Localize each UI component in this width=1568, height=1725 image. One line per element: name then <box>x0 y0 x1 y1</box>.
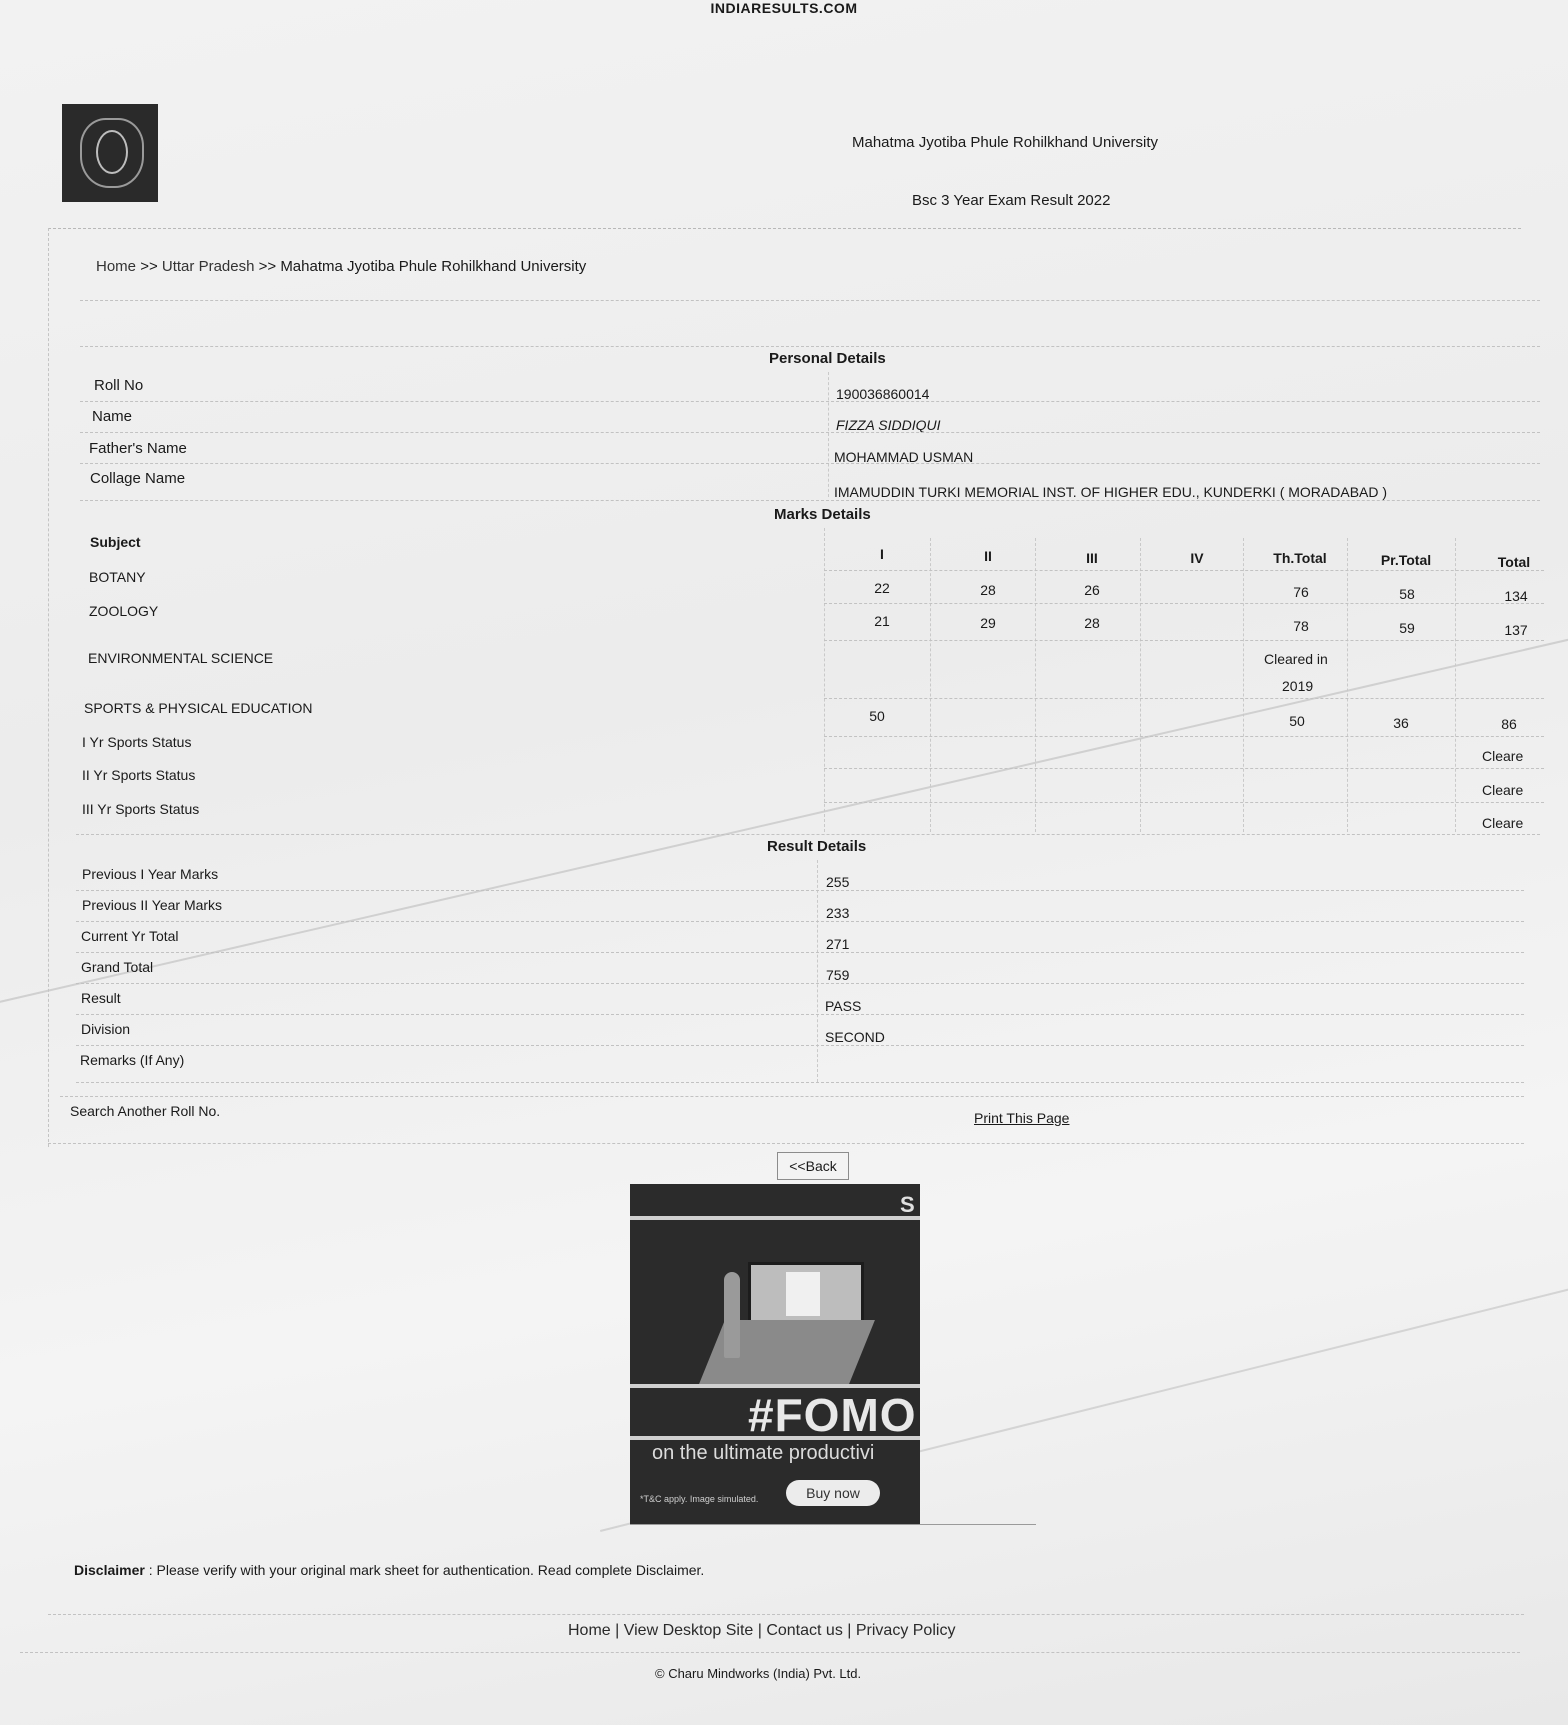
sports-pr-total: 36 <box>1393 715 1409 731</box>
division-value: SECOND <box>825 1029 885 1045</box>
env-cleared-text: Cleared in <box>1264 651 1328 667</box>
botany-total: 134 <box>1504 588 1528 604</box>
column-divider <box>1455 538 1456 832</box>
divider <box>76 1082 1524 1083</box>
divider <box>48 1143 1524 1144</box>
print-page-link[interactable]: Print This Page <box>974 1110 1070 1126</box>
remarks-label: Remarks (If Any) <box>80 1052 185 1068</box>
botany-iii: 26 <box>1084 582 1100 598</box>
exam-title: Bsc 3 Year Exam Result 2022 <box>912 192 1111 209</box>
divider <box>80 463 1540 464</box>
botany-i: 22 <box>874 580 890 596</box>
divider <box>80 401 1540 402</box>
column-divider <box>930 538 931 832</box>
divider <box>80 346 1540 347</box>
col-header-iv: IV <box>1190 550 1204 566</box>
breadcrumb-home-link[interactable]: Home <box>96 258 137 275</box>
env-cleared-year: 2019 <box>1282 678 1314 694</box>
divider <box>80 432 1540 433</box>
college-name-label: Collage Name <box>90 470 186 487</box>
column-divider <box>1347 538 1348 832</box>
sports-total: 86 <box>1501 716 1517 732</box>
sports-status-yr3: III Yr Sports Status <box>82 801 200 817</box>
university-logo-icon <box>62 104 158 202</box>
advertisement-banner[interactable] <box>630 1184 920 1524</box>
column-divider <box>824 528 825 832</box>
divider <box>60 1096 1524 1097</box>
divider <box>824 640 1544 641</box>
prev-yr2-marks-label: Previous II Year Marks <box>82 897 223 913</box>
grand-total-label: Grand Total <box>81 959 154 975</box>
disclaimer-label: Disclaimer <box>74 1562 145 1578</box>
col-header-total: Total <box>1497 554 1531 570</box>
current-yr-total-label: Current Yr Total <box>81 928 179 944</box>
back-button[interactable]: <<Back <box>777 1152 849 1180</box>
column-divider <box>828 372 829 497</box>
subject-column-header: Subject <box>90 534 141 550</box>
divider <box>824 736 1544 737</box>
subject-botany: BOTANY <box>89 569 146 585</box>
ad-stripe <box>630 1216 920 1220</box>
marks-details-heading: Marks Details <box>774 506 871 523</box>
fathers-name-label: Father's Name <box>89 440 187 457</box>
ad-buy-now-button[interactable]: Buy now <box>786 1480 880 1506</box>
site-header: INDIARESULTS.COM <box>710 0 858 16</box>
prev-yr1-marks-label: Previous I Year Marks <box>82 866 219 882</box>
zoology-total: 137 <box>1504 622 1528 638</box>
zoology-i: 21 <box>874 613 890 629</box>
sports-th-total: 50 <box>1289 713 1305 729</box>
divider <box>76 890 1524 891</box>
col-header-ii: II <box>984 548 992 564</box>
footer-desktop-site-link[interactable]: View Desktop Site <box>623 1622 754 1639</box>
subject-environmental-science: ENVIRONMENTAL SCIENCE <box>88 650 274 666</box>
ad-underline <box>630 1524 1036 1525</box>
disclaimer-text[interactable]: : Please verify with your original mark sheet for authentication. Read complete Disclaimer. <box>144 1562 705 1578</box>
grand-total-value: 759 <box>826 967 850 983</box>
botany-ii: 28 <box>980 582 996 598</box>
divider <box>20 1652 1520 1653</box>
sports-status-yr3-value: Cleare <box>1482 815 1524 831</box>
breadcrumb-state-link[interactable]: Uttar Pradesh <box>161 258 255 275</box>
column-divider <box>817 860 818 1082</box>
footer-contact-link[interactable]: Contact us <box>766 1622 843 1639</box>
col-header-th-total: Th.Total <box>1273 550 1327 566</box>
divider <box>48 1614 1524 1615</box>
sports-status-yr1: I Yr Sports Status <box>82 734 192 750</box>
result-details-heading: Result Details <box>767 838 867 855</box>
ad-person-figure <box>724 1272 740 1358</box>
result-value: PASS <box>825 998 862 1014</box>
prev-yr1-marks-value: 255 <box>826 874 850 890</box>
disclaimer <box>74 1562 704 1578</box>
divider <box>824 802 1544 803</box>
divider <box>76 1045 1524 1046</box>
divider <box>824 603 1544 604</box>
divider <box>76 834 1540 835</box>
sports-i: 50 <box>869 708 885 724</box>
divider <box>76 921 1524 922</box>
college-name-value: IMAMUDDIN TURKI MEMORIAL INST. OF HIGHER EDU., KUNDERKI ( MORADABAD ) <box>834 484 1388 500</box>
column-divider <box>1140 538 1141 832</box>
divider <box>76 952 1524 953</box>
divider <box>76 1014 1524 1015</box>
roll-no-value: 190036860014 <box>836 386 930 402</box>
result-label: Result <box>81 990 121 1006</box>
copyright: © Charu Mindworks (India) Pvt. Ltd. <box>655 1666 862 1681</box>
footer-links: Home | View Desktop Site | Contact us | Privacy Policy <box>568 1622 956 1639</box>
zoology-iii: 28 <box>1084 615 1100 631</box>
col-header-iii: III <box>1086 550 1098 566</box>
footer-home-link[interactable]: Home <box>568 1622 611 1639</box>
zoology-th-total: 78 <box>1293 618 1309 634</box>
fathers-name-value: MOHAMMAD USMAN <box>834 449 974 465</box>
ad-brand-letter: S <box>900 1192 915 1217</box>
ad-fine-print: *T&C apply. Image simulated. <box>640 1494 759 1504</box>
sports-status-yr2: II Yr Sports Status <box>82 767 196 783</box>
column-divider <box>1243 538 1244 832</box>
col-header-i: I <box>880 546 884 562</box>
botany-th-total: 76 <box>1293 584 1309 600</box>
col-header-pr-total: Pr.Total <box>1380 552 1432 568</box>
ad-hashtag: #FOMO <box>748 1389 917 1441</box>
divider <box>80 300 1540 301</box>
zoology-pr-total: 59 <box>1399 620 1415 636</box>
personal-details-heading: Personal Details <box>769 350 886 367</box>
search-another-roll-link[interactable]: Search Another Roll No. <box>70 1103 221 1119</box>
divider <box>824 698 1544 699</box>
prev-yr2-marks-value: 233 <box>826 905 850 921</box>
breadcrumb: Home >> Uttar Pradesh >> Mahatma Jyotiba Phule Rohilkhand University <box>96 258 587 275</box>
divider <box>76 983 1524 984</box>
ad-document-icon <box>786 1272 820 1316</box>
name-label: Name <box>92 408 133 425</box>
subject-sports: SPORTS & PHYSICAL EDUCATION <box>84 700 313 716</box>
roll-no-label: Roll No <box>94 377 144 394</box>
sports-status-yr2-value: Cleare <box>1482 782 1524 798</box>
division-label: Division <box>81 1021 131 1037</box>
subject-zoology: ZOOLOGY <box>89 603 159 619</box>
column-divider <box>1035 538 1036 832</box>
sports-status-yr1-value: Cleare <box>1482 748 1524 764</box>
botany-pr-total: 58 <box>1399 586 1415 602</box>
divider <box>824 768 1544 769</box>
zoology-ii: 29 <box>980 615 996 631</box>
divider <box>824 570 1544 571</box>
current-yr-total-value: 271 <box>826 936 850 952</box>
divider <box>80 500 1540 501</box>
university-name: Mahatma Jyotiba Phule Rohilkhand University <box>852 134 1158 151</box>
footer-privacy-link[interactable]: Privacy Policy <box>855 1622 956 1639</box>
breadcrumb-current: Mahatma Jyotiba Phule Rohilkhand University <box>280 258 587 275</box>
ad-tagline: on the ultimate productivi <box>652 1442 875 1464</box>
name-value: FIZZA SIDDIQUI <box>836 417 941 433</box>
